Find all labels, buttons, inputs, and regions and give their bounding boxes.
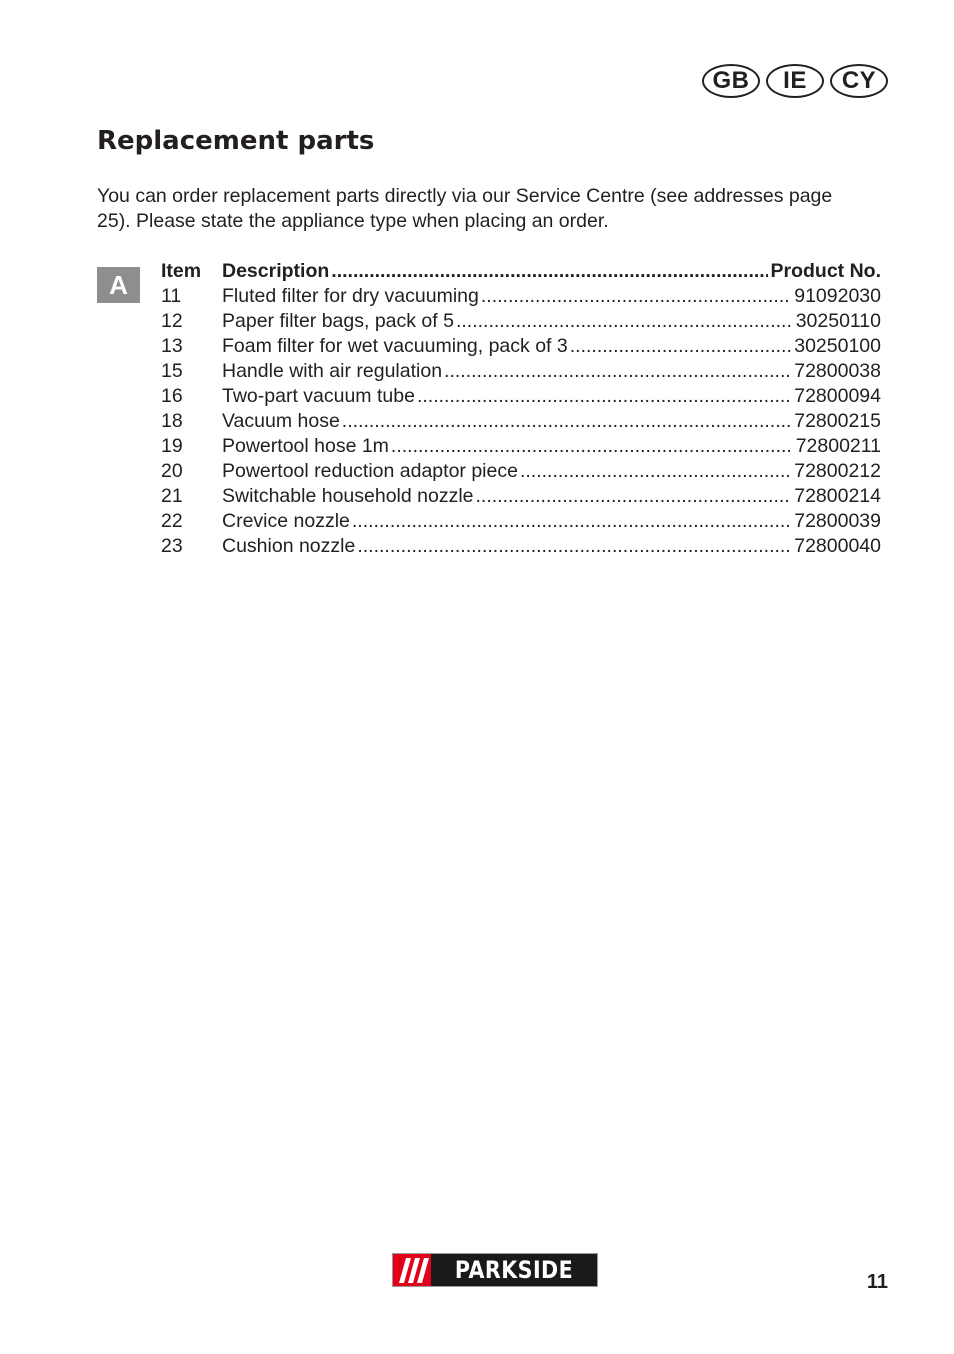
row-item: 11	[161, 285, 182, 307]
row-description: Powertool reduction adaptor piece	[222, 460, 518, 482]
header-item: Item	[161, 260, 202, 282]
row-description-cell	[222, 384, 794, 409]
row-description: Two-part vacuum tube	[222, 385, 415, 407]
row-item: 23	[161, 535, 183, 557]
dot-leader	[391, 434, 793, 459]
table-row	[161, 384, 881, 409]
dot-leader	[476, 484, 792, 509]
intro-paragraph: You can order replacement parts directly via our Service Centre (see addresses page 25). Please state the appliance type when placing an order.	[97, 185, 833, 232]
table-row	[161, 509, 881, 534]
row-description-cell	[222, 359, 794, 384]
row-item: 21	[161, 485, 183, 507]
row-item: 12	[161, 310, 183, 332]
page-number: 11	[866, 1271, 888, 1293]
table-row	[161, 309, 881, 334]
dot-leader	[456, 309, 793, 334]
row-description-cell	[222, 509, 794, 534]
header-product-no: Product No.	[770, 260, 881, 282]
row-product-no: 91092030	[794, 285, 881, 307]
row-item: 20	[161, 460, 183, 482]
table-row	[161, 334, 881, 359]
logo-stripes-icon	[393, 1254, 431, 1286]
dot-leader	[444, 359, 791, 384]
parkside-logo	[392, 1253, 598, 1287]
row-description: Paper filter bags, pack of 5	[222, 310, 454, 332]
table-body	[161, 284, 881, 559]
row-product-no: 72800039	[794, 510, 881, 532]
section-marker: A	[97, 267, 140, 303]
row-product-no: 72800038	[794, 360, 881, 382]
row-item: 13	[161, 335, 183, 357]
page-title: Replacement parts	[97, 126, 375, 156]
row-item: 18	[161, 410, 183, 432]
table-row	[161, 284, 881, 309]
row-product-no: 30250100	[794, 335, 881, 357]
row-item: 16	[161, 385, 183, 407]
row-description-cell	[222, 409, 794, 434]
dot-leader	[357, 534, 791, 559]
row-description: Foam filter for wet vacuuming, pack of 3	[222, 335, 568, 357]
table-row	[161, 434, 881, 459]
row-product-no: 72800211	[795, 435, 881, 457]
row-description-cell	[222, 434, 796, 459]
table-header-row	[161, 259, 881, 284]
dot-leader	[342, 409, 791, 434]
header-description-cell	[222, 259, 771, 284]
parts-table	[161, 259, 881, 559]
row-item: 15	[161, 360, 183, 382]
row-description-cell	[222, 309, 796, 334]
row-product-no: 30250110	[795, 310, 881, 332]
row-description: Handle with air regulation	[222, 360, 443, 382]
row-product-no: 72800040	[794, 535, 881, 557]
row-description: Vacuum hose	[222, 410, 340, 432]
row-description-cell	[222, 534, 794, 559]
row-description: Switchable household nozzle	[222, 485, 474, 507]
language-badges	[702, 64, 888, 98]
row-item: 22	[161, 510, 183, 532]
row-description: Cushion nozzle	[222, 535, 356, 557]
dot-leader	[570, 334, 792, 359]
row-description: Crevice nozzle	[222, 510, 350, 532]
dot-leader	[520, 459, 791, 484]
row-description-cell	[222, 284, 794, 309]
logo-wordmark: PARKSIDE	[443, 1254, 586, 1286]
table-row	[161, 459, 881, 484]
row-product-no: 72800215	[794, 410, 881, 432]
row-product-no: 72800214	[794, 485, 881, 507]
dot-leader	[352, 509, 791, 534]
row-description: Powertool hose 1m	[222, 435, 389, 457]
language-badge-ie: IE	[766, 64, 824, 98]
row-description-cell	[222, 459, 794, 484]
row-description: Fluted filter for dry vacuuming	[222, 285, 479, 307]
row-description-cell	[222, 334, 794, 359]
table-row	[161, 359, 881, 384]
header-description: Description	[222, 260, 330, 282]
dot-leader	[331, 259, 767, 284]
table-row	[161, 409, 881, 434]
row-product-no: 72800094	[794, 385, 881, 407]
language-badge-cy: CY	[830, 64, 888, 98]
dot-leader	[417, 384, 791, 409]
table-row	[161, 484, 881, 509]
table-row	[161, 534, 881, 559]
row-item: 19	[161, 435, 183, 457]
language-badge-gb: GB	[702, 64, 760, 98]
row-product-no: 72800212	[794, 460, 881, 482]
dot-leader	[481, 284, 791, 309]
row-description-cell	[222, 484, 794, 509]
